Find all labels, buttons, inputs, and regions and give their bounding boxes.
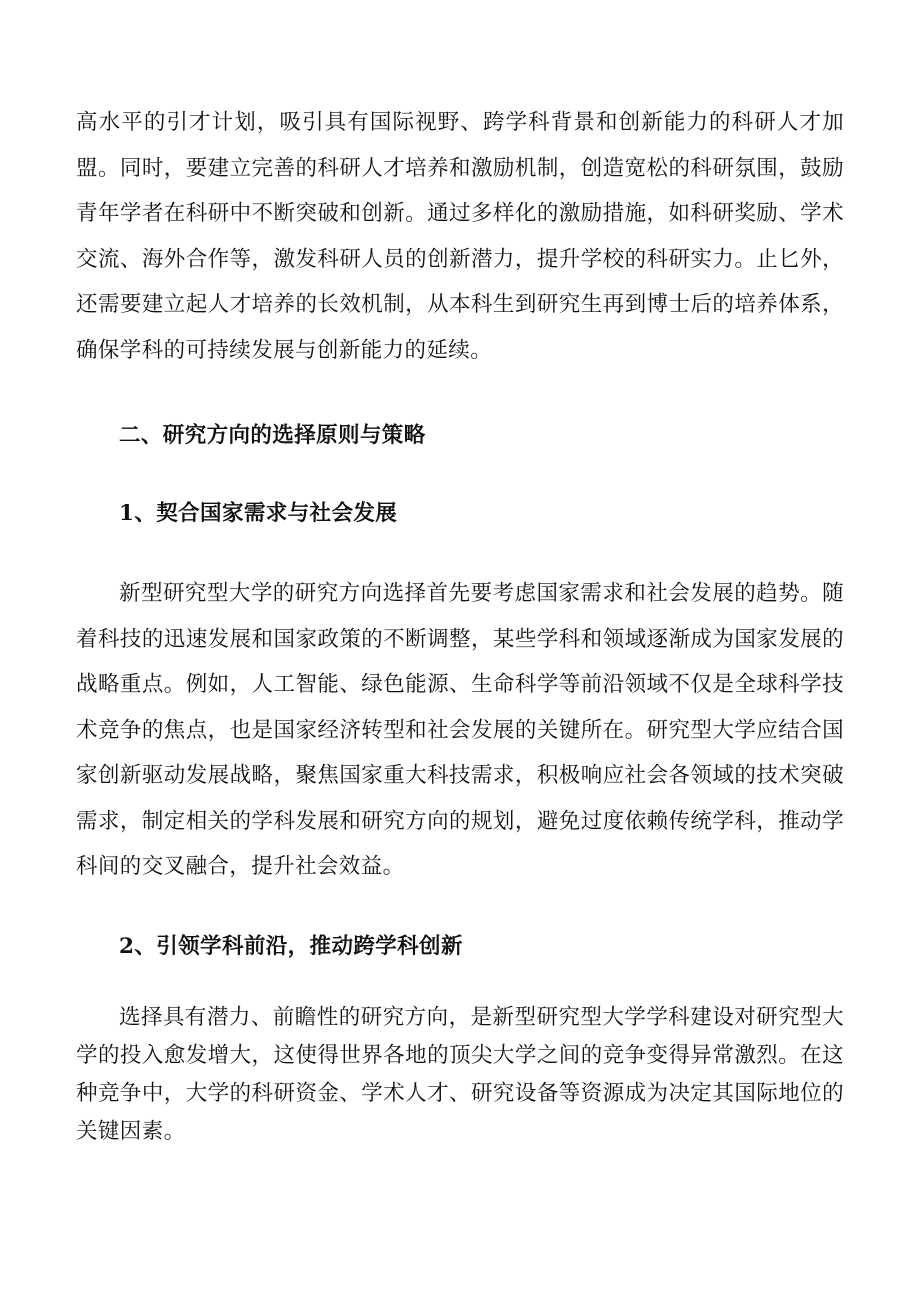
section-heading: 二、研究方向的选择原则与策略 [119, 423, 426, 448]
document-page [76, 100, 844, 1151]
body-paragraph-frontier: 选择具有潜力、前瞻性的研究方向，是新型研究型大学学科建设对研究型大学的投入愈发增大，这使得世界各地的顶尖大学之间的竞争变得异常激烈。在这种竞争中，大学的科研资金、学术人才、研究设备等资源成为决定其国际地位的关键因素。 [76, 1004, 844, 1144]
spacer [76, 536, 844, 571]
subheading-national-needs: 1、契合国家需求与社会发展 [119, 501, 398, 526]
body-paragraph-national-needs: 新型研究型大学的研究方向选择首先要考虑国家需求和社会发展的趋势。随着科技的迅速发展和国家政策的不断调整，某些学科和领域逐渐成为国家发展的战略重点。例如，人工智能、绿色能源、生命科学等前沿领域不仅是全球科学技术竞争的焦点，也是国家经济转型和社会发展的关键所在。研究型大学应结合国家创新驱动发展战略，聚焦国家重大科技需求，积极响应社会各领域的技术突破需求，制定相关的学科发展和研究方向的规划，避免过度依赖传统学科，推动学科间的交叉融合，提升社会效益。 [76, 581, 844, 879]
spacer [76, 458, 844, 491]
spacer [76, 373, 844, 413]
body-paragraph-talent: 高水平的引才计划，吸引具有国际视野、跨学科背景和创新能力的科研人才加盟。同时，要建立完善的科研人才培养和激励机制，创造宽松的科研氛围，鼓励青年学者在科研中不断突破和创新。通过多样化的激励措施，如科研奖励、学术交流、海外合作等，激发科研人员的创新潜力，提升学校的科研实力。止匕外，还需要建立起人才培养的长效机制，从本科生到研究生再到博士后的培养体系，确保学科的可持续发展与创新能力的延续。 [76, 110, 844, 363]
subheading-frontier: 2、引领学科前沿，推动跨学科创新 [119, 933, 463, 959]
spacer [76, 969, 844, 999]
spacer [76, 890, 844, 924]
